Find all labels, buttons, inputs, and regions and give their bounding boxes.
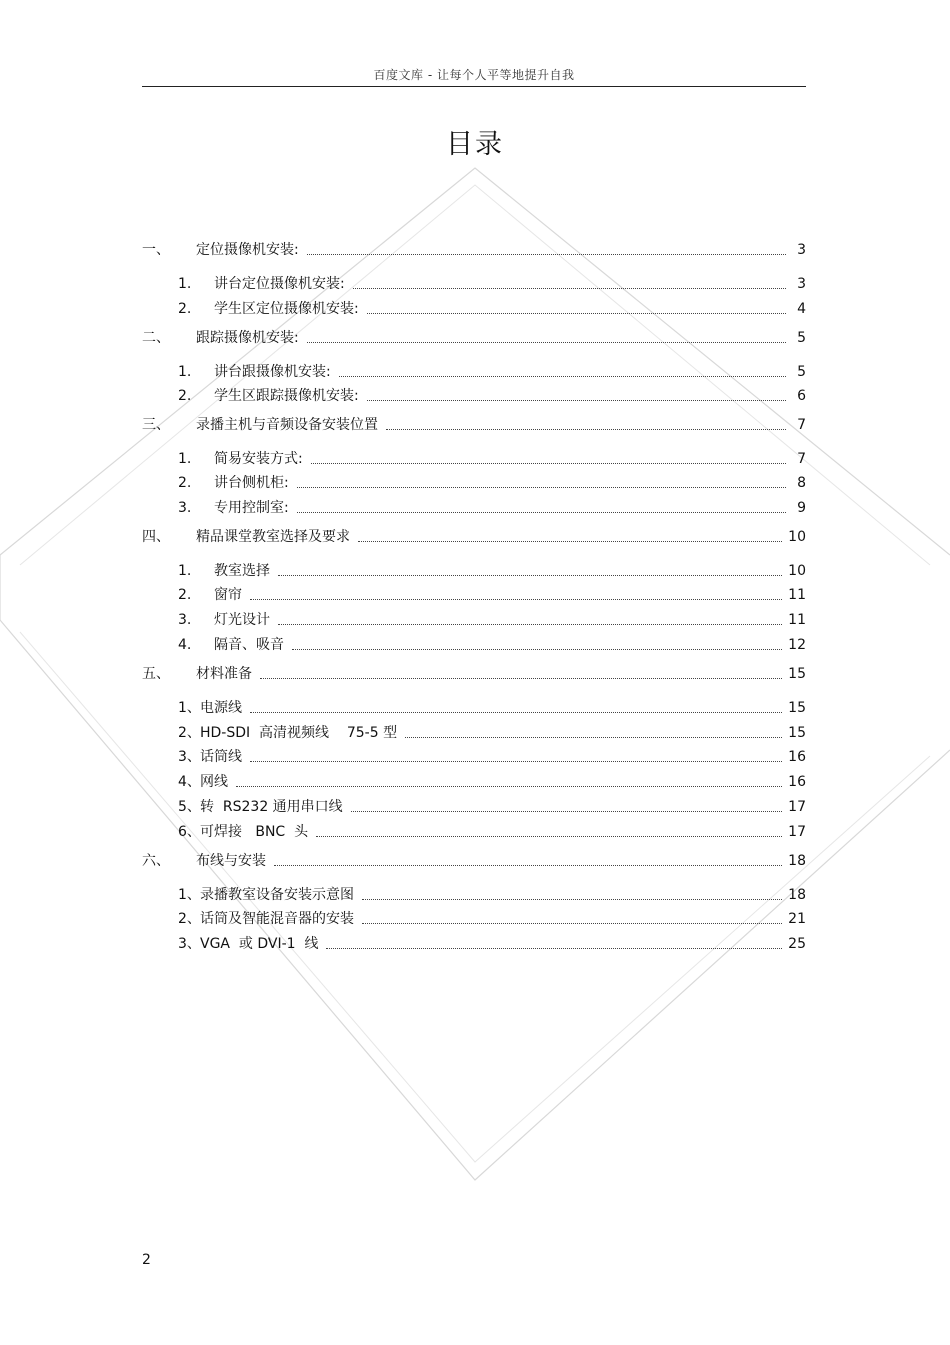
toc-entry[interactable] xyxy=(142,525,806,545)
toc-entry[interactable] xyxy=(142,326,806,346)
page-title: 目录 xyxy=(446,129,504,160)
toc-entry-number: 3. xyxy=(178,612,192,628)
page-number: 2 xyxy=(142,1252,151,1268)
toc-entry[interactable] xyxy=(178,608,806,628)
toc-entry-number: 6、 xyxy=(178,824,201,840)
toc-entry-page: 11 xyxy=(788,587,806,603)
toc-entry-label: 可焊接 BNC 头 xyxy=(200,824,309,840)
toc-entry-number: 1. xyxy=(178,451,192,467)
toc-dot-leader xyxy=(362,923,782,924)
toc-dot-leader xyxy=(311,463,786,464)
toc-entry[interactable] xyxy=(178,633,806,653)
toc-entry-page: 15 xyxy=(788,700,806,716)
toc-entry[interactable] xyxy=(178,471,806,491)
toc-entry-page: 10 xyxy=(788,529,806,545)
toc-entry-number: 2. xyxy=(178,388,192,404)
toc-entry-number: 三、 xyxy=(142,417,170,433)
toc-entry[interactable] xyxy=(142,849,806,869)
toc-entry-page: 21 xyxy=(788,911,806,927)
toc-entry-page: 25 xyxy=(788,936,806,952)
toc-entry[interactable] xyxy=(178,360,806,380)
toc-dot-leader xyxy=(316,836,782,837)
toc-entry-label: 灯光设计 xyxy=(214,612,270,628)
toc-entry-label: 材料准备 xyxy=(196,666,252,682)
toc-dot-leader xyxy=(326,948,782,949)
toc-entry-number: 1、 xyxy=(178,887,201,903)
toc-entry[interactable] xyxy=(178,272,806,292)
toc-entry-page: 18 xyxy=(788,853,806,869)
toc-dot-leader xyxy=(297,512,786,513)
toc-dot-leader xyxy=(260,678,782,679)
toc-entry[interactable] xyxy=(178,883,806,903)
toc-dot-leader xyxy=(353,288,786,289)
toc-entry-label: 讲台侧机柜: xyxy=(214,475,289,491)
toc-dot-leader xyxy=(307,254,786,255)
toc-dot-leader xyxy=(292,649,782,650)
toc-entry-page: 6 xyxy=(797,388,806,404)
toc-entry-number: 4. xyxy=(178,637,192,653)
toc-entry-page: 15 xyxy=(788,725,806,741)
toc-entry[interactable] xyxy=(178,820,806,840)
toc-entry-page: 16 xyxy=(788,749,806,765)
toc-entry[interactable] xyxy=(178,559,806,579)
toc-entry-number: 5、 xyxy=(178,799,201,815)
toc-dot-leader xyxy=(367,313,786,314)
toc-entry[interactable] xyxy=(178,583,806,603)
toc-entry-label: 电源线 xyxy=(200,700,242,716)
toc-entry-label: 话筒线 xyxy=(200,749,242,765)
toc-entry-label: 话筒及智能混音器的安装 xyxy=(200,911,354,927)
page-header: 百度文库 - 让每个人平等地提升自我 xyxy=(373,68,575,82)
toc-entry-number: 1. xyxy=(178,364,192,380)
toc-entry-number: 1. xyxy=(178,563,192,579)
toc-entry-label: 录播教室设备安装示意图 xyxy=(200,887,354,903)
toc-entry[interactable] xyxy=(178,932,806,952)
toc-entry[interactable] xyxy=(178,696,806,716)
toc-entry[interactable] xyxy=(142,662,806,682)
toc-entry-page: 18 xyxy=(788,887,806,903)
toc-entry[interactable] xyxy=(142,238,806,258)
toc-entry[interactable] xyxy=(178,721,806,741)
toc-entry-label: 专用控制室: xyxy=(214,500,289,516)
toc-entry-page: 15 xyxy=(788,666,806,682)
toc-entry-number: 四、 xyxy=(142,529,170,545)
toc-entry-page: 12 xyxy=(788,637,806,653)
toc-entry[interactable] xyxy=(178,795,806,815)
toc-entry-label: VGA 或 DVI-1 线 xyxy=(200,936,319,952)
toc-dot-leader xyxy=(307,342,786,343)
toc-entry-label: 录播主机与音频设备安装位置 xyxy=(196,417,378,433)
toc-entry-label: 讲台跟摄像机安装: xyxy=(214,364,331,380)
toc-entry-number: 2. xyxy=(178,301,192,317)
toc-entry-page: 11 xyxy=(788,612,806,628)
toc-entry-page: 3 xyxy=(797,242,806,258)
toc-entry-number: 4、 xyxy=(178,774,201,790)
toc-dot-leader xyxy=(358,541,782,542)
toc-entry-number: 2. xyxy=(178,587,192,603)
toc-entry-number: 1、 xyxy=(178,700,201,716)
toc-entry-page: 3 xyxy=(797,276,806,292)
toc-entry-label: 讲台定位摄像机安装: xyxy=(214,276,345,292)
toc-entry-label: 隔音、吸音 xyxy=(214,637,284,653)
toc-entry[interactable] xyxy=(178,745,806,765)
toc-entry-number: 3、 xyxy=(178,936,201,952)
toc-entry-number: 3. xyxy=(178,500,192,516)
header-divider xyxy=(142,86,806,87)
toc-dot-leader xyxy=(278,575,782,576)
toc-dot-leader xyxy=(297,487,786,488)
toc-entry-label: 布线与安装 xyxy=(196,853,266,869)
toc-entry-number: 2、 xyxy=(178,911,201,927)
toc-entry-page: 7 xyxy=(797,417,806,433)
toc-entry[interactable] xyxy=(178,770,806,790)
toc-entry-label: 学生区定位摄像机安装: xyxy=(214,301,359,317)
toc-entry[interactable] xyxy=(178,384,806,404)
toc-entry-number: 六、 xyxy=(142,853,170,869)
toc-entry-label: 学生区跟踪摄像机安装: xyxy=(214,388,359,404)
toc-dot-leader xyxy=(351,811,782,812)
toc-entry-page: 17 xyxy=(788,799,806,815)
toc-entry[interactable] xyxy=(178,496,806,516)
toc-entry-page: 9 xyxy=(797,500,806,516)
toc-entry-label: 精品课堂教室选择及要求 xyxy=(196,529,350,545)
toc-entry[interactable] xyxy=(178,907,806,927)
toc-entry-label: 窗帘 xyxy=(214,587,242,603)
toc-entry-page: 5 xyxy=(797,364,806,380)
toc-dot-leader xyxy=(250,599,782,600)
toc-dot-leader xyxy=(250,712,782,713)
toc-dot-leader xyxy=(250,761,782,762)
toc-entry-page: 5 xyxy=(797,330,806,346)
toc-dot-leader xyxy=(278,624,782,625)
toc-entry-page: 4 xyxy=(797,301,806,317)
toc-entry-number: 3、 xyxy=(178,749,201,765)
toc-entry-page: 16 xyxy=(788,774,806,790)
toc-entry-label: 简易安装方式: xyxy=(214,451,303,467)
toc-entry[interactable] xyxy=(142,413,806,433)
toc-entry-label: 定位摄像机安装: xyxy=(196,242,299,258)
toc-dot-leader xyxy=(367,400,786,401)
toc-entry-page: 7 xyxy=(797,451,806,467)
toc-entry-number: 一、 xyxy=(142,242,170,258)
toc-entry-number: 二、 xyxy=(142,330,170,346)
toc-entry-label: 转 RS232 通用串口线 xyxy=(200,799,343,815)
toc-entry-label: 网线 xyxy=(200,774,228,790)
toc-entry-page: 10 xyxy=(788,563,806,579)
toc-dot-leader xyxy=(405,737,782,738)
toc-entry-number: 1. xyxy=(178,276,192,292)
toc-entry-page: 8 xyxy=(797,475,806,491)
toc-entry-label: HD-SDI 高清视频线 75-5 型 xyxy=(200,725,398,741)
toc-entry[interactable] xyxy=(178,447,806,467)
toc-entry-page: 17 xyxy=(788,824,806,840)
toc-entry[interactable] xyxy=(178,297,806,317)
toc-entry-label: 教室选择 xyxy=(214,563,270,579)
toc-entry-number: 2、 xyxy=(178,725,201,741)
toc-dot-leader xyxy=(362,899,782,900)
toc-dot-leader xyxy=(386,429,786,430)
toc-entry-number: 2. xyxy=(178,475,192,491)
toc-dot-leader xyxy=(274,865,782,866)
toc-entry-number: 五、 xyxy=(142,666,170,682)
toc-dot-leader xyxy=(236,786,782,787)
toc-entry-label: 跟踪摄像机安装: xyxy=(196,330,299,346)
toc-dot-leader xyxy=(339,376,786,377)
